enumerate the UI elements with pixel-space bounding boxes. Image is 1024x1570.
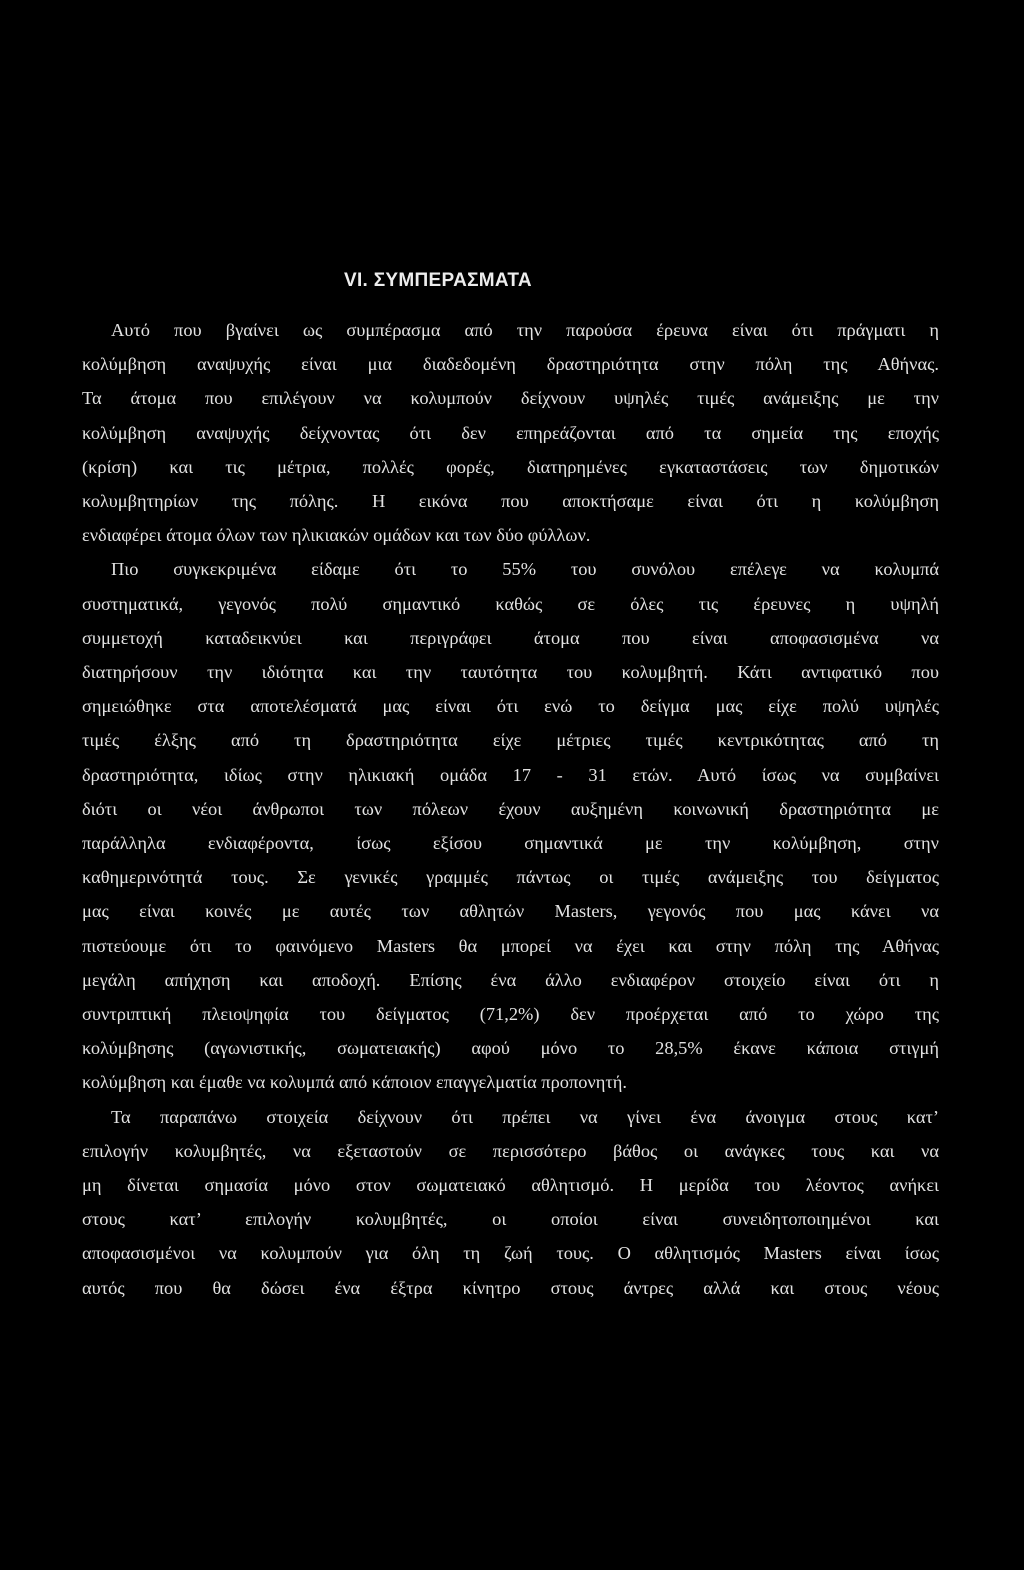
text-line: επιλογήν κολυμβητές, να εξεταστούν σε περισσότερο βάθος οι ανάγκες τους και να: [82, 1140, 939, 1161]
text-line: παράλληλα ενδιαφέροντα, ίσως εξίσου σημαντικά με την κολύμβηση, στην: [82, 833, 939, 853]
text-line: συμμετοχή καταδεικνύει και περιγράφει άτομα που είναι αποφασισμένα να: [82, 627, 939, 648]
text-line: κολύμβηση αναψυχής είναι μια διαδεδομένη δραστηριότητα στην πόλη της Αθήνας.: [82, 354, 939, 375]
text-line: ενδιαφέρει άτομα όλων των ηλικιακών ομάδων και των δύο φύλλων.: [82, 525, 591, 546]
text-line: κολύμβηση και έμαθε να κολυμπά από κάποιον επαγγελματία προπονητή.: [82, 1072, 627, 1093]
text-line: στους κατ’ επιλογήν κολυμβητές, οι οποίοι είναι συνειδητοποιημένοι και: [82, 1209, 939, 1230]
text-line: Πιο συγκεκριμένα είδαμε ότι το 55% του συνόλου επέλεγε να κολυμπά: [111, 559, 939, 580]
text-line: τιμές έλξης από τη δραστηριότητα είχε μέτριες τιμές κεντρικότητας από τη: [82, 730, 939, 751]
text-line: μας είναι κοινές με αυτές των αθλητών Masters, γεγονός που μας κάνει να: [82, 901, 939, 922]
text-line: κολύμβηση αναψυχής δείχνοντας ότι δεν επηρεάζονται από τα σημεία της εποχής: [82, 422, 939, 443]
text-line: συστηματικά, γεγονός πολύ σημαντικό καθώς σε όλες τις έρευνες η υψηλή: [82, 593, 939, 614]
text-line: Τα παραπάνω στοιχεία δείχνουν ότι πρέπει να γίνει ένα άνοιγμα στους κατ’: [111, 1106, 939, 1127]
text-line: μεγάλη απήχηση και αποδοχή. Επίσης ένα άλλο ενδιαφέρον στοιχείο είναι ότι η: [82, 969, 939, 990]
text-line: σημειώθηκε στα αποτελέσματά μας είναι ότι ενώ το δείγμα μας είχε πολύ υψηλές: [82, 696, 939, 717]
text-line: (κρίση) και τις μέτρια, πολλές φορές, διατηρημένες εγκαταστάσεις των δημοτικών: [82, 456, 939, 477]
text-line: Αυτό που βγαίνει ως συμπέρασμα από την παρούσα έρευνα είναι ότι πράγματι η: [111, 320, 939, 340]
text-line: δραστηριότητα, ιδίως στην ηλικιακή ομάδα 17 - 31 ετών. Αυτό ίσως να συμβαίνει: [82, 764, 939, 785]
text-line: καθημερινότητά τους. Σε γενικές γραμμές πάντως οι τιμές ανάμειξης του δείγματος: [82, 867, 939, 888]
text-line: Τα άτομα που επιλέγουν να κολυμπούν δείχνουν υψηλές τιμές ανάμειξης με την: [82, 388, 939, 409]
section-heading: VI. ΣΥΜΠΕΡΑΣΜΑΤΑ: [344, 270, 532, 291]
text-line: μη δίνεται σημασία μόνο στον σωματειακό αθλητισμό. Η μερίδα του λέοντος ανήκει: [82, 1175, 939, 1195]
text-line: συντριπτική πλειοψηφία του δείγματος (71,2%) δεν προέρχεται από το χώρο της: [82, 1004, 939, 1024]
text-line: κολυμβητηρίων της πόλης. Η εικόνα που αποκτήσαμε είναι ότι η κολύμβηση: [82, 491, 939, 511]
text-line: αποφασισμένοι να κολυμπούν για όλη τη ζωή τους. Ο αθλητισμός Masters είναι ίσως: [82, 1243, 939, 1264]
text-line: πιστεύουμε ότι το φαινόμενο Masters θα μπορεί να έχει και στην πόλη της Αθήνας: [82, 935, 939, 956]
text-line: διότι οι νέοι άνθρωποι των πόλεων έχουν αυξημένη κοινωνική δραστηριότητα με: [82, 798, 939, 819]
text-line: κολύμβησης (αγωνιστικής, σωματειακής) αφού μόνο το 28,5% έκανε κάποια στιγμή: [82, 1038, 939, 1059]
text-line: διατηρήσουν την ιδιότητα και την ταυτότητα του κολυμβητή. Κάτι αντιφατικό που: [82, 662, 939, 682]
text-line: αυτός που θα δώσει ένα έξτρα κίνητρο στους άντρες αλλά και στους νέους: [82, 1277, 939, 1298]
